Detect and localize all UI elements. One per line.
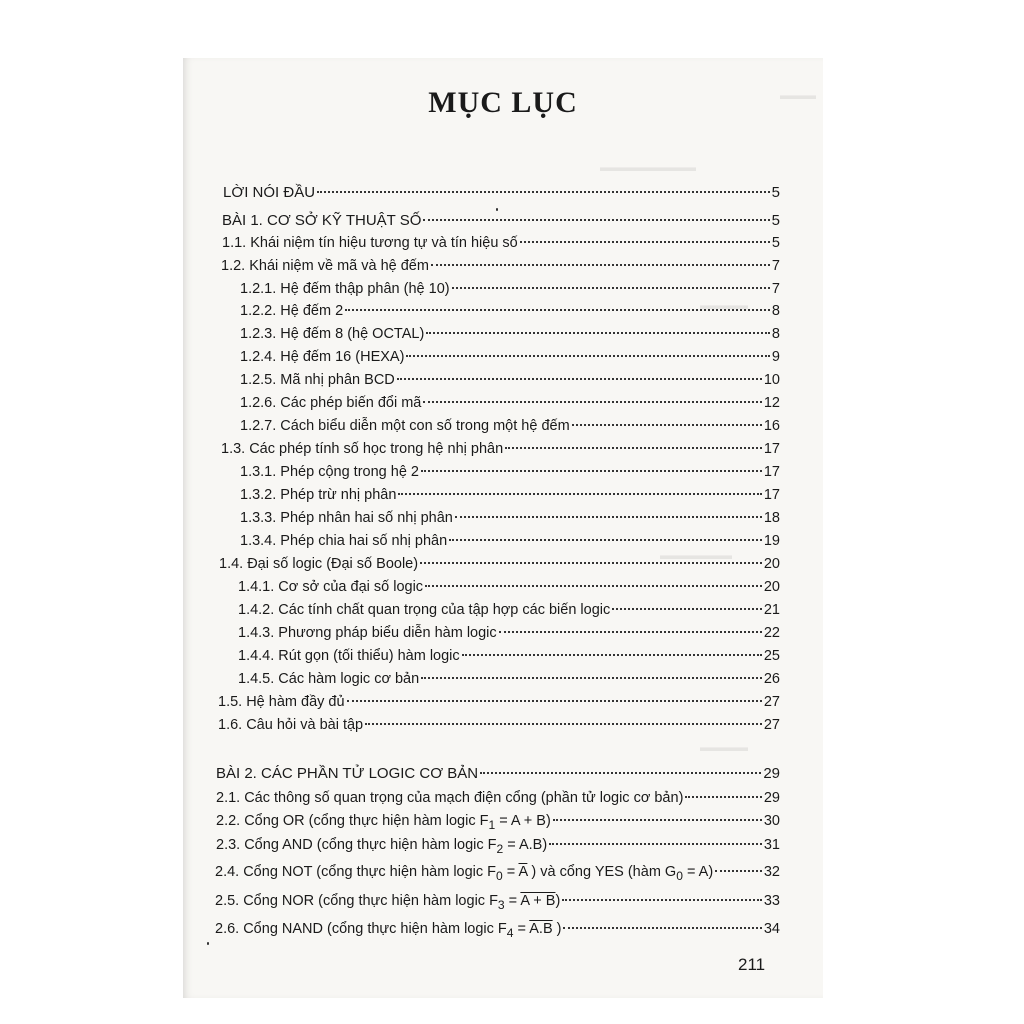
leader-dots (423, 401, 761, 403)
toc-entry-page: 33 (763, 893, 780, 909)
toc-entry[interactable] (240, 416, 780, 436)
toc-entry-page: 16 (763, 418, 780, 434)
toc-entry[interactable] (221, 439, 780, 459)
page-title: MỤC LỤC (428, 86, 578, 119)
toc-entry[interactable] (215, 891, 780, 915)
toc-entry-label: 1.5. Hệ hàm đầy đủ (218, 694, 345, 710)
toc-entry[interactable] (240, 347, 780, 367)
toc-entry-label: 2.2. Cổng OR (cổng thực hiện hàm logic $F_1 = A + B$) (216, 813, 551, 832)
toc-entry-page: 5 (771, 184, 780, 201)
toc-entry-page: 17 (763, 464, 780, 480)
toc-entry-page: 17 (763, 441, 780, 457)
toc-entry-label: 1.2.1. Hệ đếm thập phân (hệ 10) (240, 281, 450, 297)
toc-entry-label: 1.4.4. Rút gọn (tối thiểu) hàm logic (238, 648, 460, 664)
leader-dots (423, 219, 769, 221)
toc-entry-label: 1.6. Câu hỏi và bài tập (218, 717, 364, 733)
toc-entry-page: 8 (771, 303, 780, 319)
toc-entry-page: 7 (771, 258, 780, 274)
print-speck (207, 942, 209, 945)
toc-entry-label: 1.3. Các phép tính số học trong hệ nhị phân (221, 441, 504, 457)
toc-entry-page: 25 (763, 648, 780, 664)
toc-entry-label: LỜI NÓI ĐẦU (223, 184, 316, 201)
toc-entry-page: 5 (771, 235, 780, 251)
toc-entry-label: 1.4.5. Các hàm logic cơ bản (238, 671, 420, 687)
toc-entry-page: 26 (763, 671, 780, 687)
toc-entry[interactable] (240, 462, 780, 482)
leader-dots (462, 654, 762, 656)
toc-entry[interactable] (240, 531, 780, 551)
toc-entry-page: 19 (763, 533, 780, 549)
toc-entry[interactable] (222, 233, 780, 253)
toc-entry[interactable] (238, 646, 780, 666)
leader-dots (397, 378, 762, 380)
toc-entry-label: 1.3.3. Phép nhân hai số nhị phân (240, 510, 453, 526)
toc-entry[interactable] (240, 279, 780, 299)
toc-entry-page: 21 (763, 602, 780, 618)
toc-entry-page: 7 (771, 281, 780, 297)
toc-entry-label: 1.3.2. Phép trừ nhị phân (240, 487, 397, 503)
toc-entry-page: 34 (763, 921, 780, 937)
toc-entry-page: 29 (763, 790, 780, 806)
leader-dots (553, 819, 762, 821)
leader-dots (420, 562, 762, 564)
toc-entry[interactable] (218, 715, 780, 735)
leader-dots (562, 899, 762, 901)
toc-entry-page: 22 (763, 625, 780, 641)
toc-entry-label: 2.3. Cổng AND (cổng thực hiện hàm logic $F_2 = A.B$) (216, 837, 548, 856)
toc-entry-label: 1.4. Đại số logic (Đại số Boole) (219, 556, 419, 572)
leader-dots (520, 241, 770, 243)
toc-entry-label: 1.2.3. Hệ đếm 8 (hệ OCTAL) (240, 326, 425, 342)
toc-entry-page: 29 (763, 765, 780, 782)
leader-dots (317, 191, 770, 193)
toc-entry[interactable] (216, 835, 780, 859)
toc-entry-label: 1.4.3. Phương pháp biểu diễn hàm logic (238, 625, 497, 641)
toc-entry[interactable] (238, 623, 780, 643)
toc-entry-page: 8 (771, 326, 780, 342)
leader-dots (499, 631, 762, 633)
leader-dots (398, 493, 761, 495)
toc-entry[interactable] (240, 485, 780, 505)
toc-entry-label: 1.2.6. Các phép biến đổi mã (240, 395, 422, 411)
toc-entry-page: 10 (763, 372, 780, 388)
toc-entry[interactable] (215, 862, 780, 886)
leader-dots (426, 332, 770, 334)
toc-entry[interactable] (216, 764, 780, 784)
toc-entry-label: 2.4. Cổng NOT (cổng thực hiện hàm logic $F_0 = \overline{A}$ ) và cổng YES (hàm $G_0 = A$) (215, 864, 714, 883)
leader-dots (612, 608, 762, 610)
leader-dots (421, 470, 762, 472)
leader-dots (455, 516, 762, 518)
toc-entry[interactable] (240, 370, 780, 390)
toc-entry-page: 27 (763, 717, 780, 733)
toc-entry-label: 1.4.1. Cơ sở của đại số logic (238, 579, 424, 595)
toc-entry[interactable] (240, 508, 780, 528)
leader-dots (347, 700, 762, 702)
toc-entry[interactable] (240, 324, 780, 344)
toc-entry-page: 5 (771, 212, 780, 229)
toc-entry-label: 1.2.7. Cách biểu diễn một con số trong một hệ đếm (240, 418, 570, 434)
toc-entry-label: BÀI 2. CÁC PHẦN TỬ LOGIC CƠ BẢN (216, 765, 479, 782)
toc-entry-page: 20 (763, 556, 780, 572)
leader-dots (480, 772, 761, 774)
toc-entry-label: 1.2.5. Mã nhị phân BCD (240, 372, 395, 388)
toc-entry[interactable] (238, 669, 780, 689)
leader-dots (452, 287, 770, 289)
leader-dots (449, 539, 762, 541)
toc-entry[interactable] (240, 393, 780, 413)
toc-entry-label: 1.1. Khái niệm tín hiệu tương tự và tín hiệu số (222, 235, 518, 251)
toc-entry-page: 27 (763, 694, 780, 710)
leader-dots (406, 355, 770, 357)
print-speck (496, 208, 498, 211)
toc-entry[interactable] (238, 600, 780, 620)
toc-entry[interactable] (238, 577, 780, 597)
toc-entry[interactable] (223, 183, 780, 203)
toc-entry-page: 17 (763, 487, 780, 503)
toc-entry[interactable] (218, 692, 780, 712)
leader-dots (715, 870, 762, 872)
toc-entry-page: 20 (763, 579, 780, 595)
toc-entry-label: 2.1. Các thông số quan trọng của mạch điện cổng (phần tử logic cơ bản) (216, 790, 684, 806)
toc-entry[interactable] (216, 788, 780, 808)
leader-dots (345, 309, 770, 311)
leader-dots (365, 723, 762, 725)
toc-entry-label: 1.2. Khái niệm về mã và hệ đếm (221, 258, 429, 274)
page-number: 211 (738, 955, 766, 974)
leader-dots (431, 264, 770, 266)
leader-dots (572, 424, 762, 426)
toc-entry-label: 1.2.2. Hệ đếm 2 (240, 303, 344, 319)
toc-entry-label: 1.3.4. Phép chia hai số nhị phân (240, 533, 448, 549)
toc-entry[interactable] (216, 811, 780, 835)
toc-entry-page: 32 (763, 864, 780, 880)
toc-entry-label: 1.3.1. Phép cộng trong hệ 2 (240, 464, 419, 480)
leader-dots (421, 677, 762, 679)
leader-dots (505, 447, 762, 449)
toc-entry-page: 30 (763, 813, 780, 829)
leader-dots (685, 796, 761, 798)
toc-entry[interactable] (240, 301, 780, 321)
toc-entry-page: 9 (771, 349, 780, 365)
toc-entry[interactable] (221, 256, 780, 276)
toc-entry[interactable] (215, 919, 780, 943)
toc-entry[interactable] (219, 554, 780, 574)
toc-entry-label: 1.2.4. Hệ đếm 16 (HEXA) (240, 349, 405, 365)
toc-entry-page: 18 (763, 510, 780, 526)
toc-entry-page: 12 (763, 395, 780, 411)
toc-entry[interactable] (222, 211, 780, 231)
leader-dots (425, 585, 762, 587)
leader-dots (549, 843, 762, 845)
toc-entry-label: 2.5. Cổng NOR (cổng thực hiện hàm logic $F_3 = A + B$) (215, 893, 561, 912)
toc-entry-label: BÀI 1. CƠ SỞ KỸ THUẬT SỐ (222, 212, 422, 229)
toc-entry-label: 1.4.2. Các tính chất quan trọng của tập hợp các biến logic (238, 602, 611, 618)
leader-dots (563, 927, 761, 929)
toc-entry-label: 2.6. Cổng NAND (cổng thực hiện hàm logic $F_4 = A.B$ ) (215, 921, 562, 940)
toc-entry-page: 31 (763, 837, 780, 853)
